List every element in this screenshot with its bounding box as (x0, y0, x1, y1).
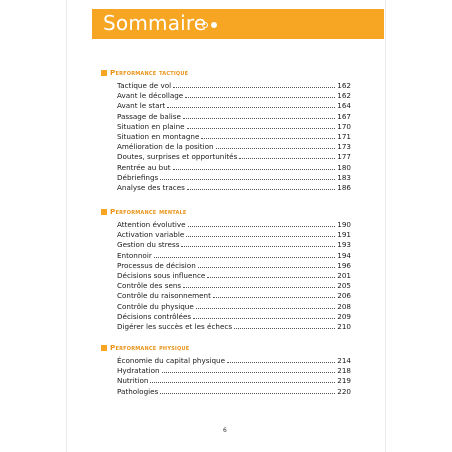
toc-entry[interactable] (117, 122, 351, 132)
toc-entry[interactable] (117, 240, 351, 250)
dot-leader (216, 148, 336, 149)
toc-entry-page: 173 (337, 142, 351, 152)
dot-leader (181, 246, 335, 247)
toc-entry-page: 196 (337, 260, 351, 270)
toc-entry-page: 177 (337, 152, 351, 162)
toc-entry-page: 219 (337, 376, 351, 386)
toc-entry-page: 193 (337, 240, 351, 250)
toc-entry-label: Économie du capital physique (117, 356, 226, 365)
dot-leader (162, 372, 336, 373)
toc-entry[interactable] (117, 183, 351, 193)
dot-leader (234, 328, 335, 329)
toc-entry[interactable] (117, 152, 351, 162)
toc-entry-label: Analyse des traces (117, 182, 185, 192)
toc-entry[interactable] (117, 291, 351, 301)
toc-entry[interactable] (117, 230, 351, 240)
dot-leader (213, 297, 335, 298)
toc-entry[interactable] (117, 322, 351, 332)
toc-entry[interactable] (117, 387, 351, 397)
dot-leader (186, 236, 335, 237)
toc-entry-label: Gestion du stress (117, 240, 180, 250)
toc-entry-page: 186 (337, 182, 351, 192)
toc-entry-label: Rentrée au but (117, 162, 171, 172)
title-banner (92, 9, 384, 39)
toc-entry[interactable] (117, 132, 351, 142)
toc-entry-page: 180 (337, 162, 351, 172)
toc-entry-page: 214 (337, 356, 351, 365)
dot-leader (239, 158, 335, 159)
dot-leader (173, 87, 335, 88)
toc-entry[interactable] (117, 163, 351, 173)
section-performance-mentale (101, 207, 351, 331)
toc-entry-label: Avant le start (117, 101, 166, 111)
dot-leader (154, 257, 336, 258)
section-performance-tactique (101, 68, 351, 192)
toc-entry-label: Amélioration de la position (117, 142, 214, 152)
dot-leader (167, 107, 335, 108)
toc-entry[interactable] (117, 173, 351, 183)
dot-leader (183, 118, 335, 119)
dot-leader (150, 382, 335, 383)
toc-entry-label: Avant le décollage (117, 91, 184, 101)
page-title: Sommaire (103, 11, 207, 35)
toc-entry-label: Situation en plaine (117, 121, 185, 131)
toc-entry-label: Entonnoir (117, 250, 152, 260)
toc-entry-page: 183 (337, 172, 351, 182)
toc-entry-label: Tactique de vol (117, 81, 172, 90)
toc-entry-page: 205 (337, 281, 351, 291)
toc-entry[interactable] (117, 281, 351, 291)
toc-entry-label: Digérer les succès et les échecs (117, 321, 233, 331)
toc-entry[interactable] (117, 251, 351, 261)
toc-entry[interactable] (117, 112, 351, 122)
section-title: Performance physique (110, 343, 190, 352)
toc-entry-page: 162 (337, 91, 351, 101)
dot-leader (193, 318, 335, 319)
toc-entry[interactable] (117, 356, 351, 366)
square-bullet-icon (101, 209, 107, 215)
toc-entry[interactable] (117, 302, 351, 312)
toc-entry-label: Nutrition (117, 376, 149, 386)
toc-entry-label: Contrôle des sens (117, 281, 182, 291)
toc-entry-label: Débriefings (117, 172, 159, 182)
toc-entry-label: Décisions contrôlées (117, 311, 192, 321)
dot-leader (173, 169, 336, 170)
toc-entry[interactable] (117, 81, 351, 91)
dot-leader (160, 179, 335, 180)
toc-entry[interactable] (117, 261, 351, 271)
toc-entry-page: 162 (337, 81, 351, 90)
toc-entry-page: 170 (337, 121, 351, 131)
toc-entry[interactable] (117, 142, 351, 152)
toc-entry-label: Contrôle du physique (117, 301, 194, 311)
section-title: Performance mentale (110, 207, 187, 216)
toc-entry-label: Situation en montagne (117, 131, 200, 141)
toc-entry-page: 206 (337, 291, 351, 301)
toc-entry-label: Doutes, surprises et opportunités (117, 152, 238, 162)
square-bullet-icon (101, 345, 107, 351)
dot-leader (227, 362, 335, 363)
section-title: Performance tactique (110, 68, 189, 77)
dot-leader (185, 97, 335, 98)
toc-entry[interactable] (117, 220, 351, 230)
toc-entry[interactable] (117, 376, 351, 386)
toc-entry-label: Passage de balise (117, 111, 181, 121)
dot-leader (188, 226, 336, 227)
toc-entry-page: 208 (337, 301, 351, 311)
toc-entry-label: Attention évolutive (117, 220, 186, 229)
toc-entry-page: 209 (337, 311, 351, 321)
dot-leader (198, 267, 336, 268)
toc-entry[interactable] (117, 271, 351, 281)
toc-entry-label: Processus de décision (117, 260, 196, 270)
square-bullet-icon (101, 70, 107, 76)
toc-entry[interactable] (117, 312, 351, 322)
toc-entry-page: 220 (337, 386, 351, 396)
toc-entry[interactable] (117, 91, 351, 101)
toc-entry-list (117, 356, 351, 397)
hollow-dot-icon (202, 22, 208, 28)
page-number: 6 (223, 427, 227, 434)
toc-entry-page: 171 (337, 131, 351, 141)
toc-entry-list (117, 220, 351, 332)
toc-entry-label: Pathologies (117, 386, 159, 396)
dot-leader (187, 128, 336, 129)
section-heading (101, 68, 351, 80)
toc-entry-label: Hydratation (117, 366, 160, 376)
dot-leader (160, 393, 335, 394)
toc-entry-list (117, 81, 351, 193)
toc-entry-label: Décisions sous influence (117, 270, 206, 280)
toc-entry[interactable] (117, 366, 351, 376)
section-heading (101, 343, 351, 355)
section-heading (101, 207, 351, 219)
toc-entry-page: 194 (337, 250, 351, 260)
toc-entry-page: 164 (337, 101, 351, 111)
toc-entry-page: 210 (337, 321, 351, 331)
toc-entry-label: Activation variable (117, 230, 185, 240)
filled-dot-icon (211, 22, 217, 28)
dot-leader (196, 308, 336, 309)
toc-entry-page: 167 (337, 111, 351, 121)
dot-leader (187, 189, 335, 190)
toc-entry-page: 218 (337, 366, 351, 376)
dot-leader (201, 138, 335, 139)
toc-entry-page: 201 (337, 270, 351, 280)
toc-entry-page: 191 (337, 230, 351, 240)
toc-entry-page: 190 (337, 220, 351, 229)
dot-leader (183, 287, 335, 288)
toc-entry[interactable] (117, 101, 351, 111)
section-performance-physique (101, 343, 351, 396)
toc-entry-label: Contrôle du raisonnement (117, 291, 211, 301)
dot-leader (207, 277, 335, 278)
